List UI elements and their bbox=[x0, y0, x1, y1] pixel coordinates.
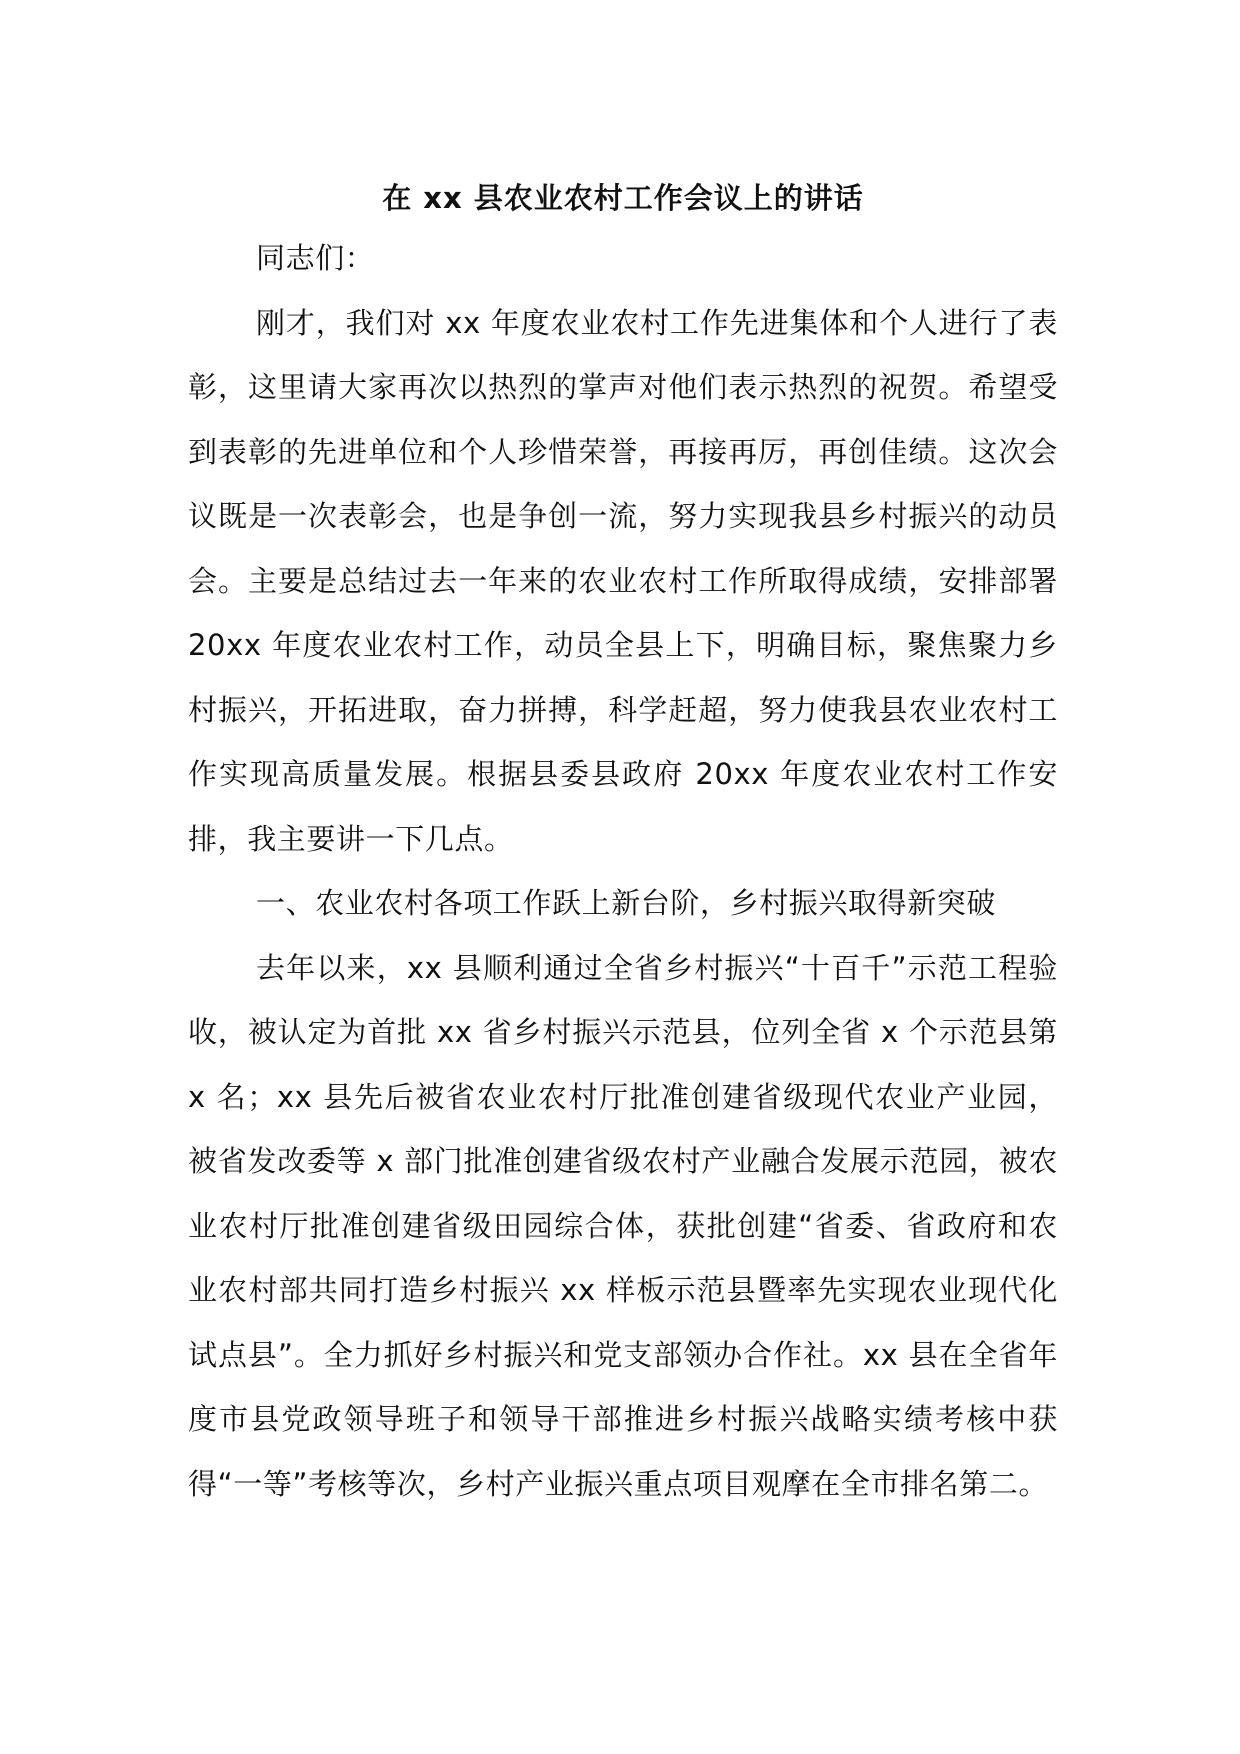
paragraph-achievements: 去年以来，xx 县顺利通过全省乡村振兴“十百千”示范工程验收，被认定为首批 xx 省乡村振兴示范县，位列全省 x 个示范县第 x 名；xx 县先后被省农业农村厅批准创建省级现代农业产业园，被省发改委等 x 部门批准创建省级农村产业融合发展示范园，被农业农村厅批准创建省级田园综合体，获批创建“省委、省政府和农业农村部共同打造乡村振兴 xx 样板示范县暨率先实现农业现代化试点县”。全力抓好乡村振兴和党支部领办合作社。xx 县在全省年度市县党政领导班子和领导干部推进乡村振兴战略实绩考核中获得“一等”考核等次，乡村产业振兴重点项目观摩在全市排名第二。 bbox=[188, 950, 1058, 1501]
greeting: 同志们： bbox=[256, 241, 375, 275]
document-title: 在 xx 县农业农村工作会议上的讲话 bbox=[382, 181, 864, 215]
paragraph-commendation: 刚才，我们对 xx 年度农业农村工作先进集体和个人进行了表彰，这里请大家再次以热烈的掌声对他们表示热烈的祝贺。希望受到表彰的先进单位和个人珍惜荣誉，再接再厉，再创佳绩。这次会议既是一次表彰会，也是争创一流，努力实现我县乡村振兴的动员会。主要是总结过去一年来的农业农村工作所取得成绩，安排部署 20xx 年度农业农村工作，动员全县上下，明确目标，聚焦聚力乡村振兴，开拓进取，奋力拼搏，科学赶超，努力使我县农业农村工作实现高质量发展。根据县委县政府 20xx 年度农业农村工作安排，我主要讲一下几点。 bbox=[188, 305, 1058, 856]
section-heading-1: 一、农业农村各项工作跃上新台阶，乡村振兴取得新突破 bbox=[256, 886, 997, 920]
document-body bbox=[188, 170, 1058, 1516]
